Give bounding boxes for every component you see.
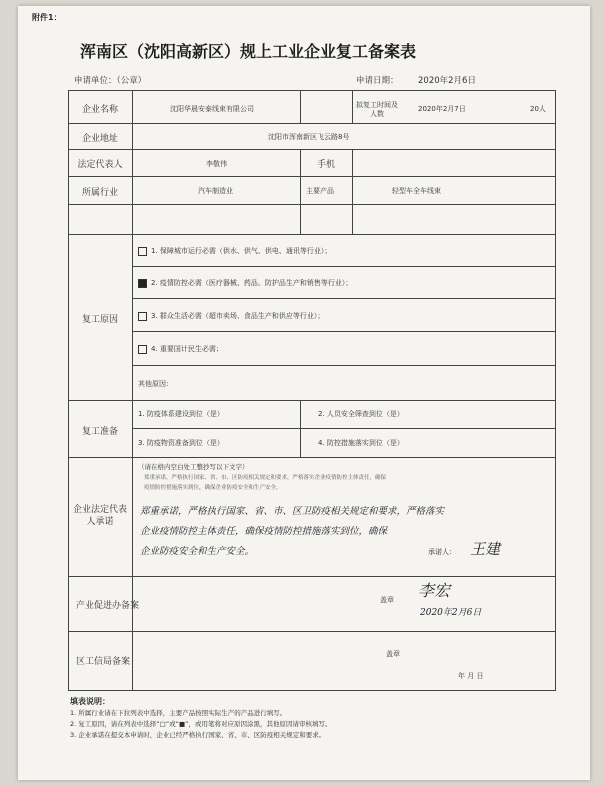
signer-signature: 王建 [470, 540, 501, 558]
bureau-seal-label: 盖章 [386, 650, 400, 658]
commitment-instruction: （请在格内空白处工整抄写以下文字） [138, 463, 249, 471]
notes-item: 2. 复工原因，请在列表中选择“□”或“■”，或用笔将对应原因涂黑，其他原因请审核填写。 [70, 720, 332, 728]
industry-label: 所属行业 [81, 188, 118, 198]
resume-time-value: 2020年2月7日 [418, 105, 466, 113]
reason-checkbox[interactable] [138, 345, 147, 354]
commitment-handwriting: 企业防疫安全和生产安全。 [140, 546, 255, 557]
phone-label: 手机 [316, 160, 335, 170]
reason-item: 2. 疫情防控必需（医疗器械、药品、防护品生产和销售等行业）； [138, 278, 352, 288]
bureau-date: 年 月 日 [458, 672, 484, 680]
address-value: 沈阳市浑南新区飞云路8号 [268, 133, 350, 141]
commitment-label: 企业法定代表人承诺 [72, 505, 127, 527]
commitment-handwriting: 郑重承诺，严格执行国家、省、市、区卫防疫相关规定和要求，严格落实 [140, 506, 445, 517]
resume-time-label: 拟复工时间及人数 [356, 101, 398, 118]
address-label: 企业地址 [81, 134, 118, 144]
reason-item: 4. 重要国计民生必需； [138, 344, 223, 354]
commitment-printed-line: 疫情防控措施落实到位，确保企业防疫安全和生产安全。 [144, 485, 282, 491]
applicant-label: 申请单位：（公章） [74, 76, 147, 86]
page-title: 浑南区（沈阳高新区）规上工业企业复工备案表 [80, 42, 417, 61]
commitment-handwriting: 企业疫情防控主体责任，确保疫情防控措施落实到位，确保 [140, 526, 388, 537]
attachment-label: 附件1： [32, 13, 62, 22]
bureau-label: 区工信局备案 [76, 657, 131, 667]
product-value: 轻型车全车线束 [392, 187, 441, 195]
apply-date-label: 申请日期： [356, 76, 399, 86]
commitment-printed-line: 郑重承诺，严格执行国家、省、市、区防疫相关规定和要求，严格落实企业疫情防控主体责任，确保 [144, 475, 387, 481]
company-name-label: 企业名称 [81, 105, 118, 115]
notes-item: 3. 企业承诺在提交本申请时，企业已经严格执行国家、省、市、区防疫相关规定和要求。 [70, 731, 326, 739]
industry-value: 汽车制造业 [198, 187, 233, 195]
promotion-seal-label: 盖章 [380, 596, 394, 604]
reason-item: 3. 群众生活必需（超市卖场、食品生产和供应等行业）； [138, 311, 324, 321]
company-name-value: 沈阳华晨安泰线束有限公司 [170, 105, 254, 113]
form-paper [18, 6, 590, 780]
notes-title: 填表说明： [70, 697, 110, 706]
notes-item: 1. 所属行业请在下拉列表中选择，主要产品按照实际生产的产品进行填写。 [70, 709, 287, 717]
product-label: 主要产品 [306, 187, 334, 195]
legal-rep-value: 李敬伟 [206, 160, 227, 168]
promotion-signature: 李宏 [418, 581, 451, 600]
reason-checkbox[interactable] [138, 247, 147, 256]
signer-label: 承诺人： [428, 548, 456, 556]
preparation-item: 4. 防控措施落实到位（是） [318, 439, 404, 447]
other-reason-label: 其他原因： [138, 380, 173, 388]
apply-date-value: 2020年2月6日 [418, 76, 476, 86]
preparation-item: 2. 人员安全筛查到位（是） [318, 410, 404, 418]
legal-rep-label: 法定代表人 [77, 160, 123, 170]
resume-count-value: 20人 [530, 105, 546, 113]
promotion-office-label: 产业促进办备案 [76, 601, 140, 611]
preparation-item: 3. 防疫物资准备到位（是） [138, 439, 224, 447]
preparation-item: 1. 防疫体系建设到位（是） [138, 410, 224, 418]
reason-checkbox[interactable] [138, 312, 147, 321]
reasons-label: 复工原因 [81, 315, 118, 325]
preparation-label: 复工准备 [81, 427, 118, 437]
promotion-date: 2020年2月6日 [420, 608, 482, 618]
reason-checkbox-checked[interactable] [138, 279, 147, 288]
reason-item: 1. 保障城市运行必需（供水、供气、供电、通讯等行业）； [138, 246, 331, 256]
